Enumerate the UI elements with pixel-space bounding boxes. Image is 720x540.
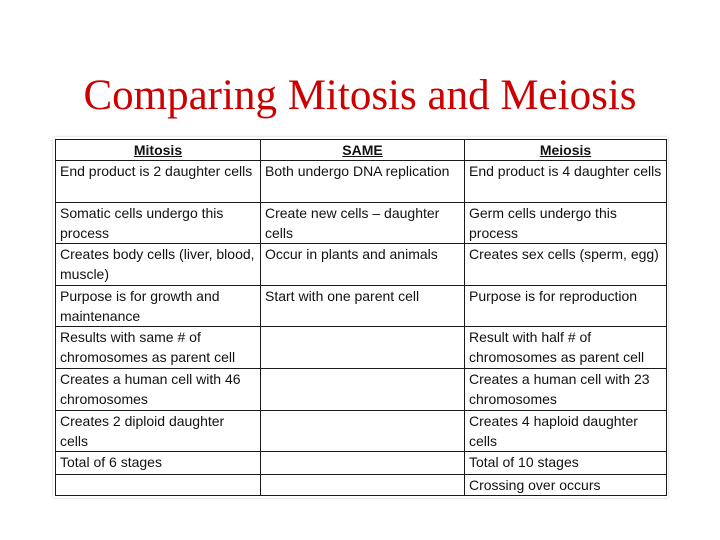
cell-meiosis: Creates a human cell with 23 chromosomes xyxy=(465,369,667,411)
header-meiosis: Meiosis xyxy=(465,140,667,161)
cell-same: Occur in plants and animals xyxy=(261,244,465,286)
table-row xyxy=(56,410,667,452)
cell-mitosis xyxy=(56,474,261,495)
comparison-table-image xyxy=(53,137,668,498)
cell-mitosis: Creates a human cell with 46 chromosomes xyxy=(56,369,261,411)
cell-mitosis: Creates body cells (liver, blood, muscle) xyxy=(56,244,261,286)
cell-meiosis: Result with half # of chromosomes as parent cell xyxy=(465,327,667,369)
cell-mitosis: End product is 2 daughter cells xyxy=(56,161,261,203)
cell-mitosis: Creates 2 diploid daughter cells xyxy=(56,410,261,452)
cell-meiosis: Purpose is for reproduction xyxy=(465,285,667,327)
header-same: SAME xyxy=(261,140,465,161)
table-header-row xyxy=(56,140,667,161)
cell-same xyxy=(261,410,465,452)
comparison-table xyxy=(55,139,667,496)
cell-meiosis: Germ cells undergo this process xyxy=(465,202,667,244)
cell-same xyxy=(261,369,465,411)
cell-same xyxy=(261,327,465,369)
cell-meiosis: Total of 10 stages xyxy=(465,452,667,474)
table-row xyxy=(56,369,667,411)
cell-meiosis: Crossing over occurs xyxy=(465,474,667,495)
cell-mitosis: Results with same # of chromosomes as parent cell xyxy=(56,327,261,369)
cell-mitosis: Somatic cells undergo this process xyxy=(56,202,261,244)
cell-mitosis: Purpose is for growth and maintenance xyxy=(56,285,261,327)
cell-meiosis: End product is 4 daughter cells xyxy=(465,161,667,203)
table-row xyxy=(56,244,667,286)
cell-meiosis: Creates sex cells (sperm, egg) xyxy=(465,244,667,286)
cell-same: Create new cells – daughter cells xyxy=(261,202,465,244)
cell-same xyxy=(261,474,465,495)
table-row xyxy=(56,452,667,474)
header-mitosis: Mitosis xyxy=(56,140,261,161)
cell-same: Both undergo DNA replication xyxy=(261,161,465,203)
cell-mitosis: Total of 6 stages xyxy=(56,452,261,474)
cell-same: Start with one parent cell xyxy=(261,285,465,327)
table-row xyxy=(56,161,667,203)
cell-meiosis: Creates 4 haploid daughter cells xyxy=(465,410,667,452)
slide-title: Comparing Mitosis and Meiosis xyxy=(83,72,637,119)
table-row xyxy=(56,202,667,244)
table-row xyxy=(56,327,667,369)
table-row xyxy=(56,285,667,327)
cell-same xyxy=(261,452,465,474)
table-row xyxy=(56,474,667,495)
